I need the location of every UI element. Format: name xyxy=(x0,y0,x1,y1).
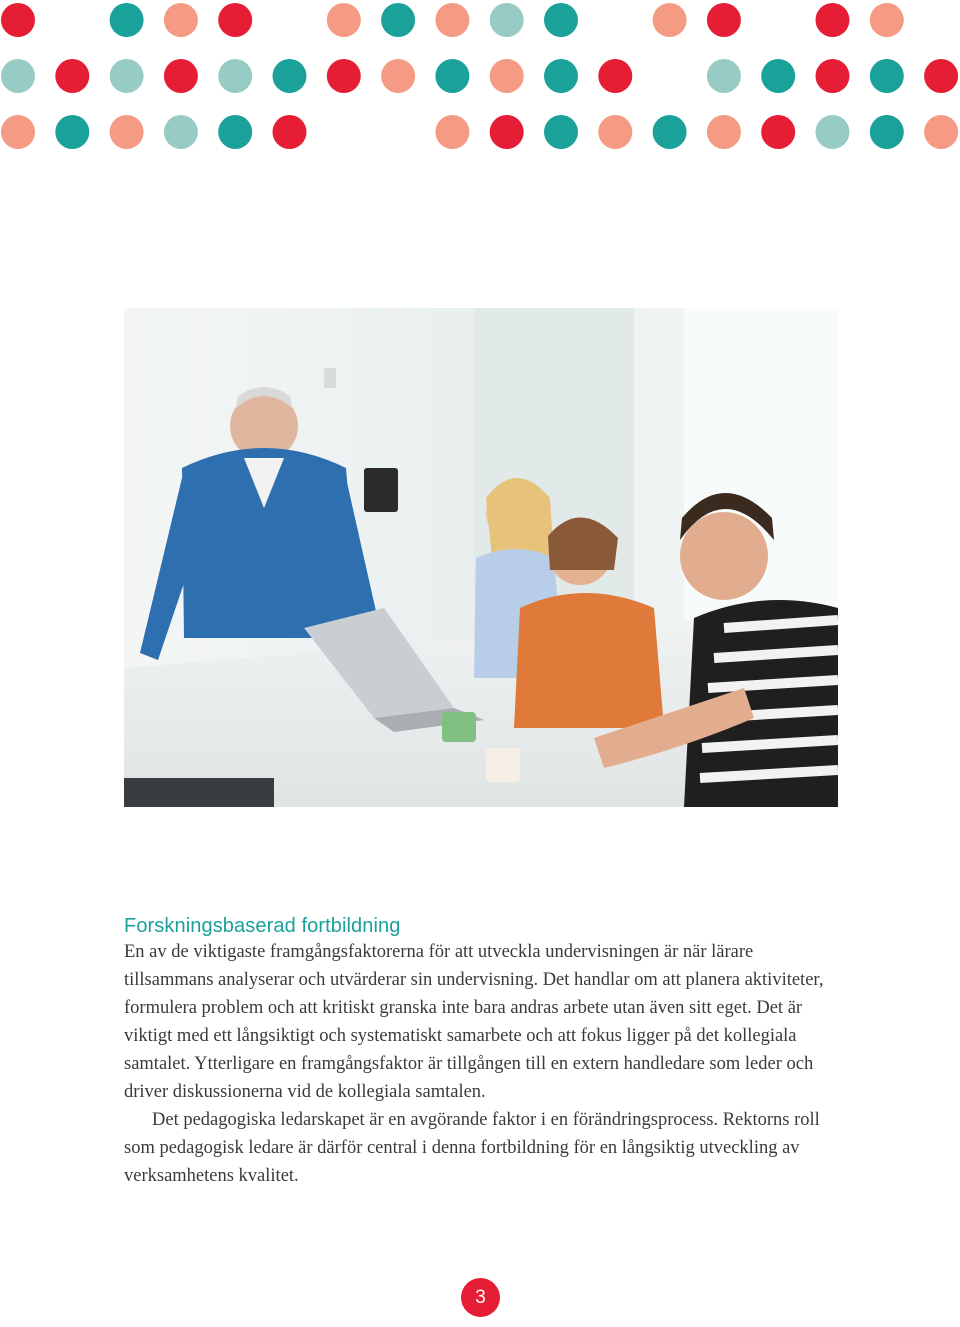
decorative-dot xyxy=(544,115,578,149)
decorative-dot xyxy=(435,59,469,93)
decorative-dot xyxy=(218,3,252,37)
decorative-dot xyxy=(218,115,252,149)
article-paragraph-1: En av de viktigaste framgångsfaktorerna för att utveckla undervisningen är när lärare tillsammans analyserar och utvärderar sin undervisning. Det handlar om att planera aktiviteter, formulera problem och att kritiskt granska inte bara andras arbete utan även sitt eget. Det är viktigt med ett långsiktigt och systematiskt samarbete och att fokus ligger på det kollegiala samtalet. Ytterligare en framgångsfaktor är tillgången till en extern handledare som leder och driver diskussionerna vid de kollegiala samtalen. xyxy=(124,942,824,1102)
decorative-dot xyxy=(327,3,361,37)
decorative-dot xyxy=(870,115,904,149)
decorative-dot xyxy=(490,59,524,93)
decorative-dot xyxy=(761,59,795,93)
decorative-dot xyxy=(707,3,741,37)
decorative-dot xyxy=(1,3,35,37)
decorative-dot xyxy=(924,59,958,93)
decorative-dot xyxy=(164,115,198,149)
decorative-dot xyxy=(924,115,958,149)
decorative-dot xyxy=(55,59,89,93)
decorative-dot xyxy=(218,59,252,93)
decorative-dot-pattern xyxy=(0,0,960,160)
decorative-dot xyxy=(653,3,687,37)
decorative-dot xyxy=(870,3,904,37)
decorative-dot xyxy=(490,115,524,149)
decorative-dot xyxy=(707,59,741,93)
article-paragraph-2: Det pedagogiska ledarskapet är en avgörande faktor i en förändringsprocess. Rektorns roll som pedagogisk ledare är därför central i denna fortbildning för en långsiktig utveckling av verksamhetens kvalitet. xyxy=(124,1110,820,1186)
decorative-dot xyxy=(273,115,307,149)
decorative-dot xyxy=(1,115,35,149)
decorative-dot xyxy=(164,59,198,93)
article-heading: Forskningsbaserad fortbildning xyxy=(124,915,401,937)
decorative-dot xyxy=(435,115,469,149)
decorative-dot xyxy=(1,59,35,93)
decorative-dot xyxy=(273,59,307,93)
decorative-dot xyxy=(110,59,144,93)
decorative-dot xyxy=(110,115,144,149)
decorative-dot xyxy=(55,115,89,149)
decorative-dot xyxy=(381,59,415,93)
decorative-dot xyxy=(544,59,578,93)
decorative-dot xyxy=(653,115,687,149)
decorative-dot xyxy=(435,3,469,37)
article xyxy=(124,914,840,1190)
decorative-dot xyxy=(598,115,632,149)
decorative-dot xyxy=(816,3,850,37)
decorative-dot xyxy=(327,59,361,93)
decorative-dot xyxy=(544,3,578,37)
meeting-photo xyxy=(124,308,838,807)
decorative-dot xyxy=(870,59,904,93)
decorative-dot xyxy=(110,3,144,37)
decorative-dot xyxy=(816,59,850,93)
decorative-dot xyxy=(707,115,741,149)
photo-meeting-image xyxy=(124,308,838,807)
decorative-dot xyxy=(381,3,415,37)
decorative-dot xyxy=(164,3,198,37)
page-number-badge: 3 xyxy=(461,1278,500,1317)
decorative-dot xyxy=(490,3,524,37)
decorative-dot xyxy=(816,115,850,149)
decorative-dot xyxy=(761,115,795,149)
decorative-dot xyxy=(598,59,632,93)
